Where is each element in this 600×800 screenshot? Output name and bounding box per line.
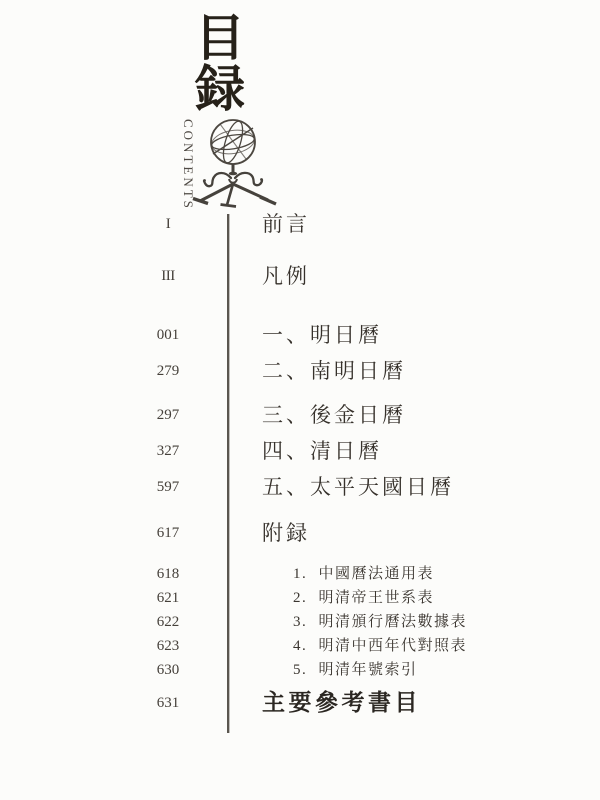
toc-page-number: III: [161, 268, 175, 284]
toc-page-number: 327: [156, 443, 180, 459]
toc-page-number: 279: [156, 363, 180, 379]
toc-page-number: 622: [156, 614, 180, 630]
toc-entry-label: 凡例: [262, 264, 310, 288]
toc-row: [0, 263, 600, 289]
toc-row: [0, 520, 600, 546]
toc-page-number: 001: [156, 327, 180, 343]
toc-row: [0, 211, 600, 237]
armillary-sphere-icon: [190, 116, 278, 212]
toc-page-number: I: [165, 216, 171, 232]
toc-page-number: 618: [156, 566, 180, 582]
toc-row: [0, 689, 600, 717]
toc-row: [0, 474, 600, 500]
toc-entry-label: 四、清日曆: [262, 439, 382, 463]
toc-entry-label: 三、後金日曆: [262, 403, 406, 427]
toc-entry-label: 主要參考書目: [262, 690, 421, 715]
toc-page-number: 617: [156, 525, 180, 541]
toc-row: [0, 564, 600, 584]
toc-entry-label: 二、南明日曆: [262, 359, 406, 383]
toc-row: [0, 660, 600, 680]
toc-page-number: 297: [156, 407, 180, 423]
toc-row: [0, 358, 600, 384]
toc-entry-label: 2. 明清帝王世系表: [293, 590, 435, 606]
toc-page-number: 621: [156, 590, 180, 606]
page-title-char-2: 録: [195, 61, 245, 117]
toc-row: [0, 322, 600, 348]
contents-vertical-label: CONTENTS: [181, 119, 196, 211]
page-title: [191, 10, 249, 117]
toc-entry-label: 3. 明清頒行曆法數據表: [293, 614, 468, 630]
toc-page-number: 623: [156, 638, 180, 654]
toc-entry-label: 5. 明清年號索引: [293, 662, 418, 678]
toc-page-number: 597: [156, 479, 180, 495]
toc-entry-label: 一、明日曆: [262, 323, 382, 347]
toc-page-number: 631: [156, 695, 180, 711]
toc-page-number: 630: [156, 662, 180, 678]
toc-row: [0, 402, 600, 428]
toc-entry-label: 五、太平天國日曆: [262, 475, 454, 499]
toc-row: [0, 588, 600, 608]
toc-entry-label: 附録: [262, 521, 310, 545]
toc-entry-label: 1. 中國曆法通用表: [293, 566, 435, 582]
page-title-char-1: 目: [195, 10, 245, 66]
toc-row: [0, 438, 600, 464]
toc-row: [0, 612, 600, 632]
toc-entry-label: 前言: [262, 212, 310, 236]
toc-row: [0, 636, 600, 656]
toc-entry-label: 4. 明清中西年代對照表: [293, 638, 468, 654]
